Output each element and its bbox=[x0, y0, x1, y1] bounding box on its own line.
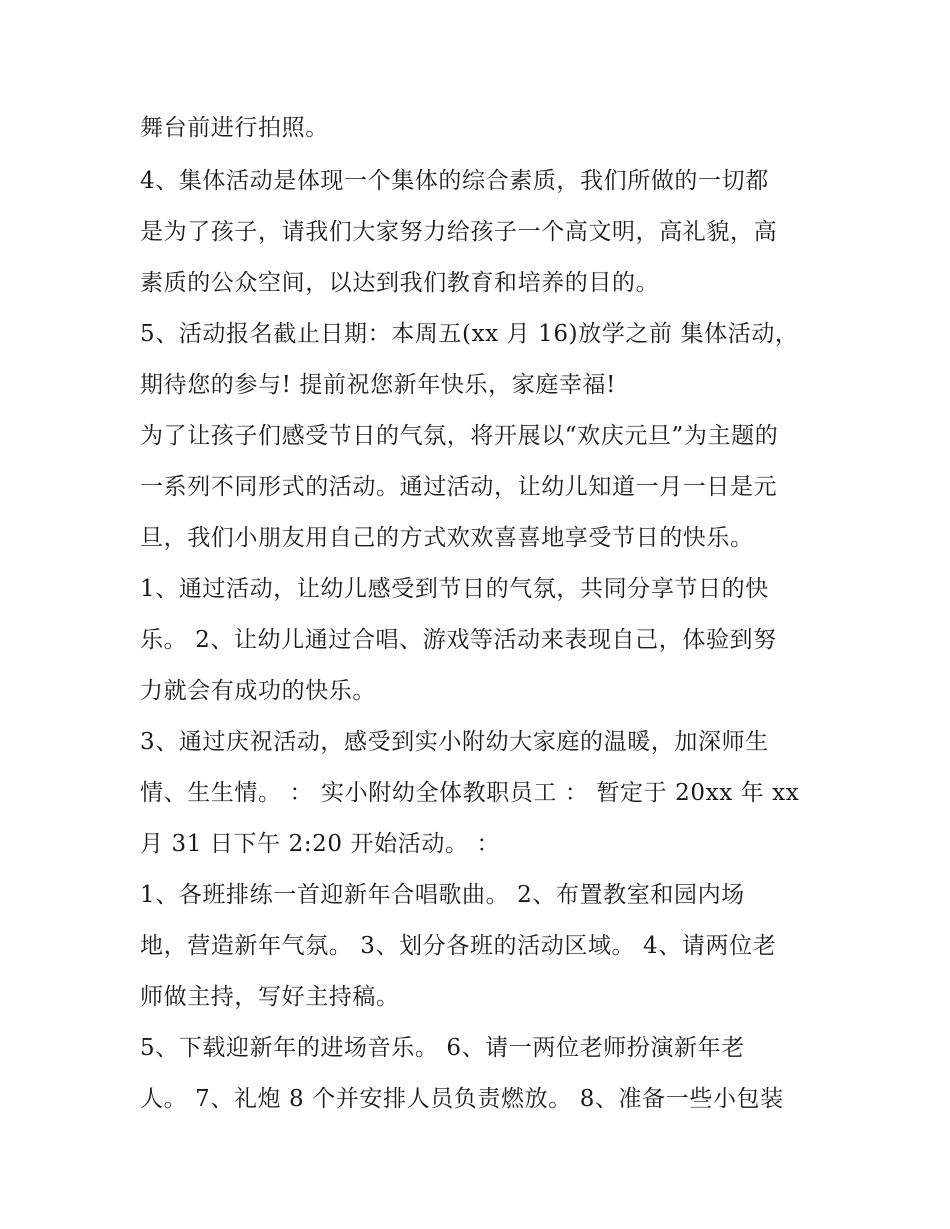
text-line: 1、各班排练一首迎新年合唱歌曲。 2、布置教室和园内场 bbox=[140, 882, 745, 908]
text-line: 旦，我们小朋友用自己的方式欢欢喜喜地享受节日的快乐。 bbox=[140, 525, 754, 551]
text-line: 素质的公众空间，以达到我们教育和培养的目的。 bbox=[140, 270, 660, 296]
text-line: 人。 7、礼炮 8 个并安排人员负责燃放。 8、准备一些小包装 bbox=[140, 1086, 784, 1112]
text-line: 乐。 2、让幼儿通过合唱、游戏等活动来表现自己，体验到努 bbox=[140, 627, 777, 653]
text-line: 师做主持，写好主持稿。 bbox=[140, 984, 400, 1010]
text-line: 地，营造新年气氛。 3、划分各班的活动区域。 4、请两位老 bbox=[140, 933, 777, 959]
text-line: 一系列不同形式的活动。通过活动，让幼儿知道一月一日是元 bbox=[140, 474, 778, 500]
text-line: 5、活动报名截止日期：本周五(xx 月 16)放学之前 集体活动， bbox=[140, 321, 799, 347]
text-line: 是为了孩子，请我们大家努力给孩子一个高文明，高礼貌，高 bbox=[140, 219, 778, 245]
text-line: 3、通过庆祝活动，感受到实小附幼大家庭的温暖，加深师生 bbox=[140, 729, 769, 755]
text-line: 4、集体活动是体现一个集体的综合素质，我们所做的一切都 bbox=[140, 168, 769, 194]
text-line: 1、通过活动，让幼儿感受到节日的气氛，共同分享节日的快 bbox=[140, 576, 769, 602]
text-line: 5、下载迎新年的进场音乐。 6、请一两位老师扮演新年老 bbox=[140, 1035, 745, 1061]
text-line: 力就会有成功的快乐。 bbox=[140, 678, 376, 704]
text-line: 为了让孩子们感受节日的气氛，将开展以“欢庆元旦”为主题的 bbox=[140, 423, 779, 449]
text-line: 期待您的参与! 提前祝您新年快乐，家庭幸福! bbox=[140, 372, 616, 398]
text-line: 月 31 日下午 2:20 开始活动。 ： bbox=[140, 831, 501, 857]
text-line: 舞台前进行拍照。 bbox=[140, 115, 329, 141]
text-line: 情、生生情。 ： 实小附幼全体教职员工 ： 暂定于 20xx 年 xx bbox=[140, 780, 800, 806]
